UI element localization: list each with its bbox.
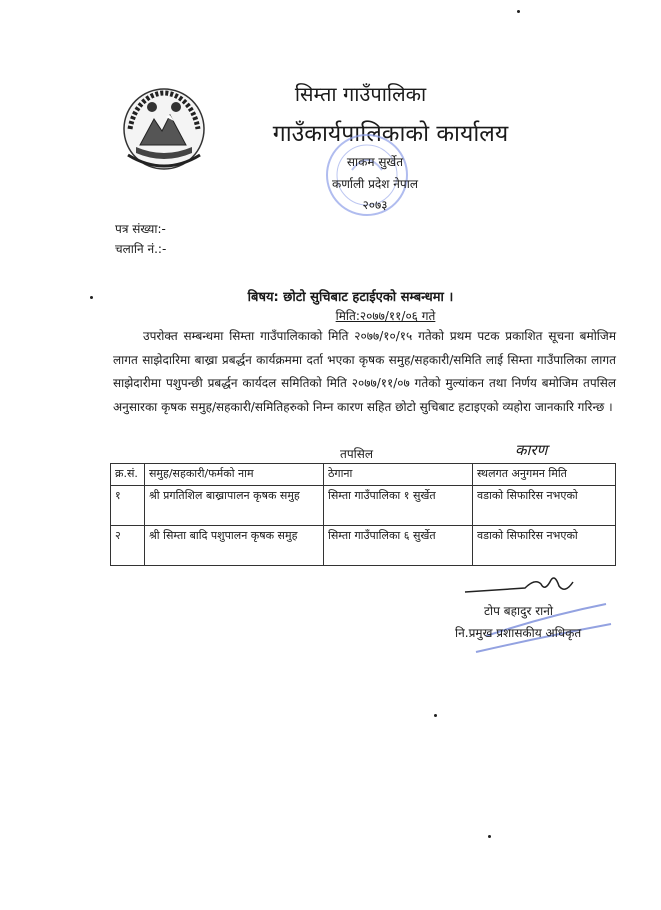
signatory-name: टोप बहादुर रानो bbox=[484, 604, 553, 618]
header-address: ठेगाना bbox=[324, 464, 473, 486]
municipality-name: सिम्ता गाउँपालिका bbox=[294, 82, 427, 106]
cell-address: सिम्ता गाउँपालिका १ सुर्खेत bbox=[324, 486, 473, 526]
cell-serial: २ bbox=[111, 526, 145, 566]
details-table bbox=[110, 463, 616, 566]
scan-speck bbox=[90, 296, 93, 299]
handwritten-note: कारण bbox=[515, 441, 548, 459]
table-row bbox=[111, 486, 616, 526]
table-header-row bbox=[111, 464, 616, 486]
cell-name: श्री सिम्ता बादि पशुपालन कृषक समुह bbox=[145, 526, 324, 566]
letter-date: मिति:२०७७/११/०६ गते bbox=[335, 309, 436, 323]
table-caption: तपसिल bbox=[340, 447, 374, 461]
scan-speck bbox=[488, 835, 491, 838]
cell-remark: वडाको सिफारिस नभएको bbox=[473, 486, 616, 526]
header-inspection: स्थलगत अनुगमन मिति bbox=[473, 464, 616, 486]
header-serial: क्र.सं. bbox=[111, 464, 145, 486]
signatory-designation: नि.प्रमुख प्रशासकीय अधिकृत bbox=[455, 626, 582, 640]
address-line-2: कर्णाली प्रदेश नेपाल bbox=[332, 177, 418, 191]
cell-address: सिम्ता गाउँपालिका ६ सुर्खेत bbox=[324, 526, 473, 566]
table-row bbox=[111, 526, 616, 566]
header-name: समुह/सहकारी/फर्मको नाम bbox=[145, 464, 324, 486]
cell-serial: १ bbox=[111, 486, 145, 526]
scan-speck bbox=[434, 714, 437, 717]
scan-speck bbox=[517, 10, 520, 13]
letter-body: उपरोक्त सम्बन्धमा सिम्ता गाउँपालिकाको मिति २०७७/१०/१५ गतेको प्रथम पटक प्रकाशित सूचना बमोजिम लागत साझेदारिमा बाख्रा प्रबर्द्धन कार्यक्रममा दर्ता भएका कृषक समुह/सहकारी/समिति लाई सिम्ता गाउँपालिका लागत साझेदारीमा पशुपन्छी प्रबर्द्धन कार्यदल समितिको मिति २०७७/११/०७ गतेको मुल्यांकन तथा निर्णय बमोजिम तपसिल अनुसारका कृषक समुह/सहकारी/समितिहरुको निम्न कारण सहित छोटो सुचिबाट हटाइएको व्यहोरा जानकारि गरिन्छ । bbox=[113, 329, 616, 414]
letter-number: पत्र संख्या:- bbox=[115, 222, 166, 236]
address-line-1: साकम सुर्खेत bbox=[346, 155, 404, 169]
established-year: २०७३ bbox=[362, 198, 388, 212]
office-name: गाउँकार्यपालिकाको कार्यालय bbox=[272, 121, 509, 147]
subject-line: बिषय: छोटो सुचिबाट हटाईएको सम्बन्धमा । bbox=[247, 290, 454, 305]
cell-remark: वडाको सिफारिस नभएको bbox=[473, 526, 616, 566]
dispatch-number: चलानि नं.:- bbox=[115, 242, 167, 256]
cell-name: श्री प्रगतिशिल बाख्रापालन कृषक समुह bbox=[145, 486, 324, 526]
